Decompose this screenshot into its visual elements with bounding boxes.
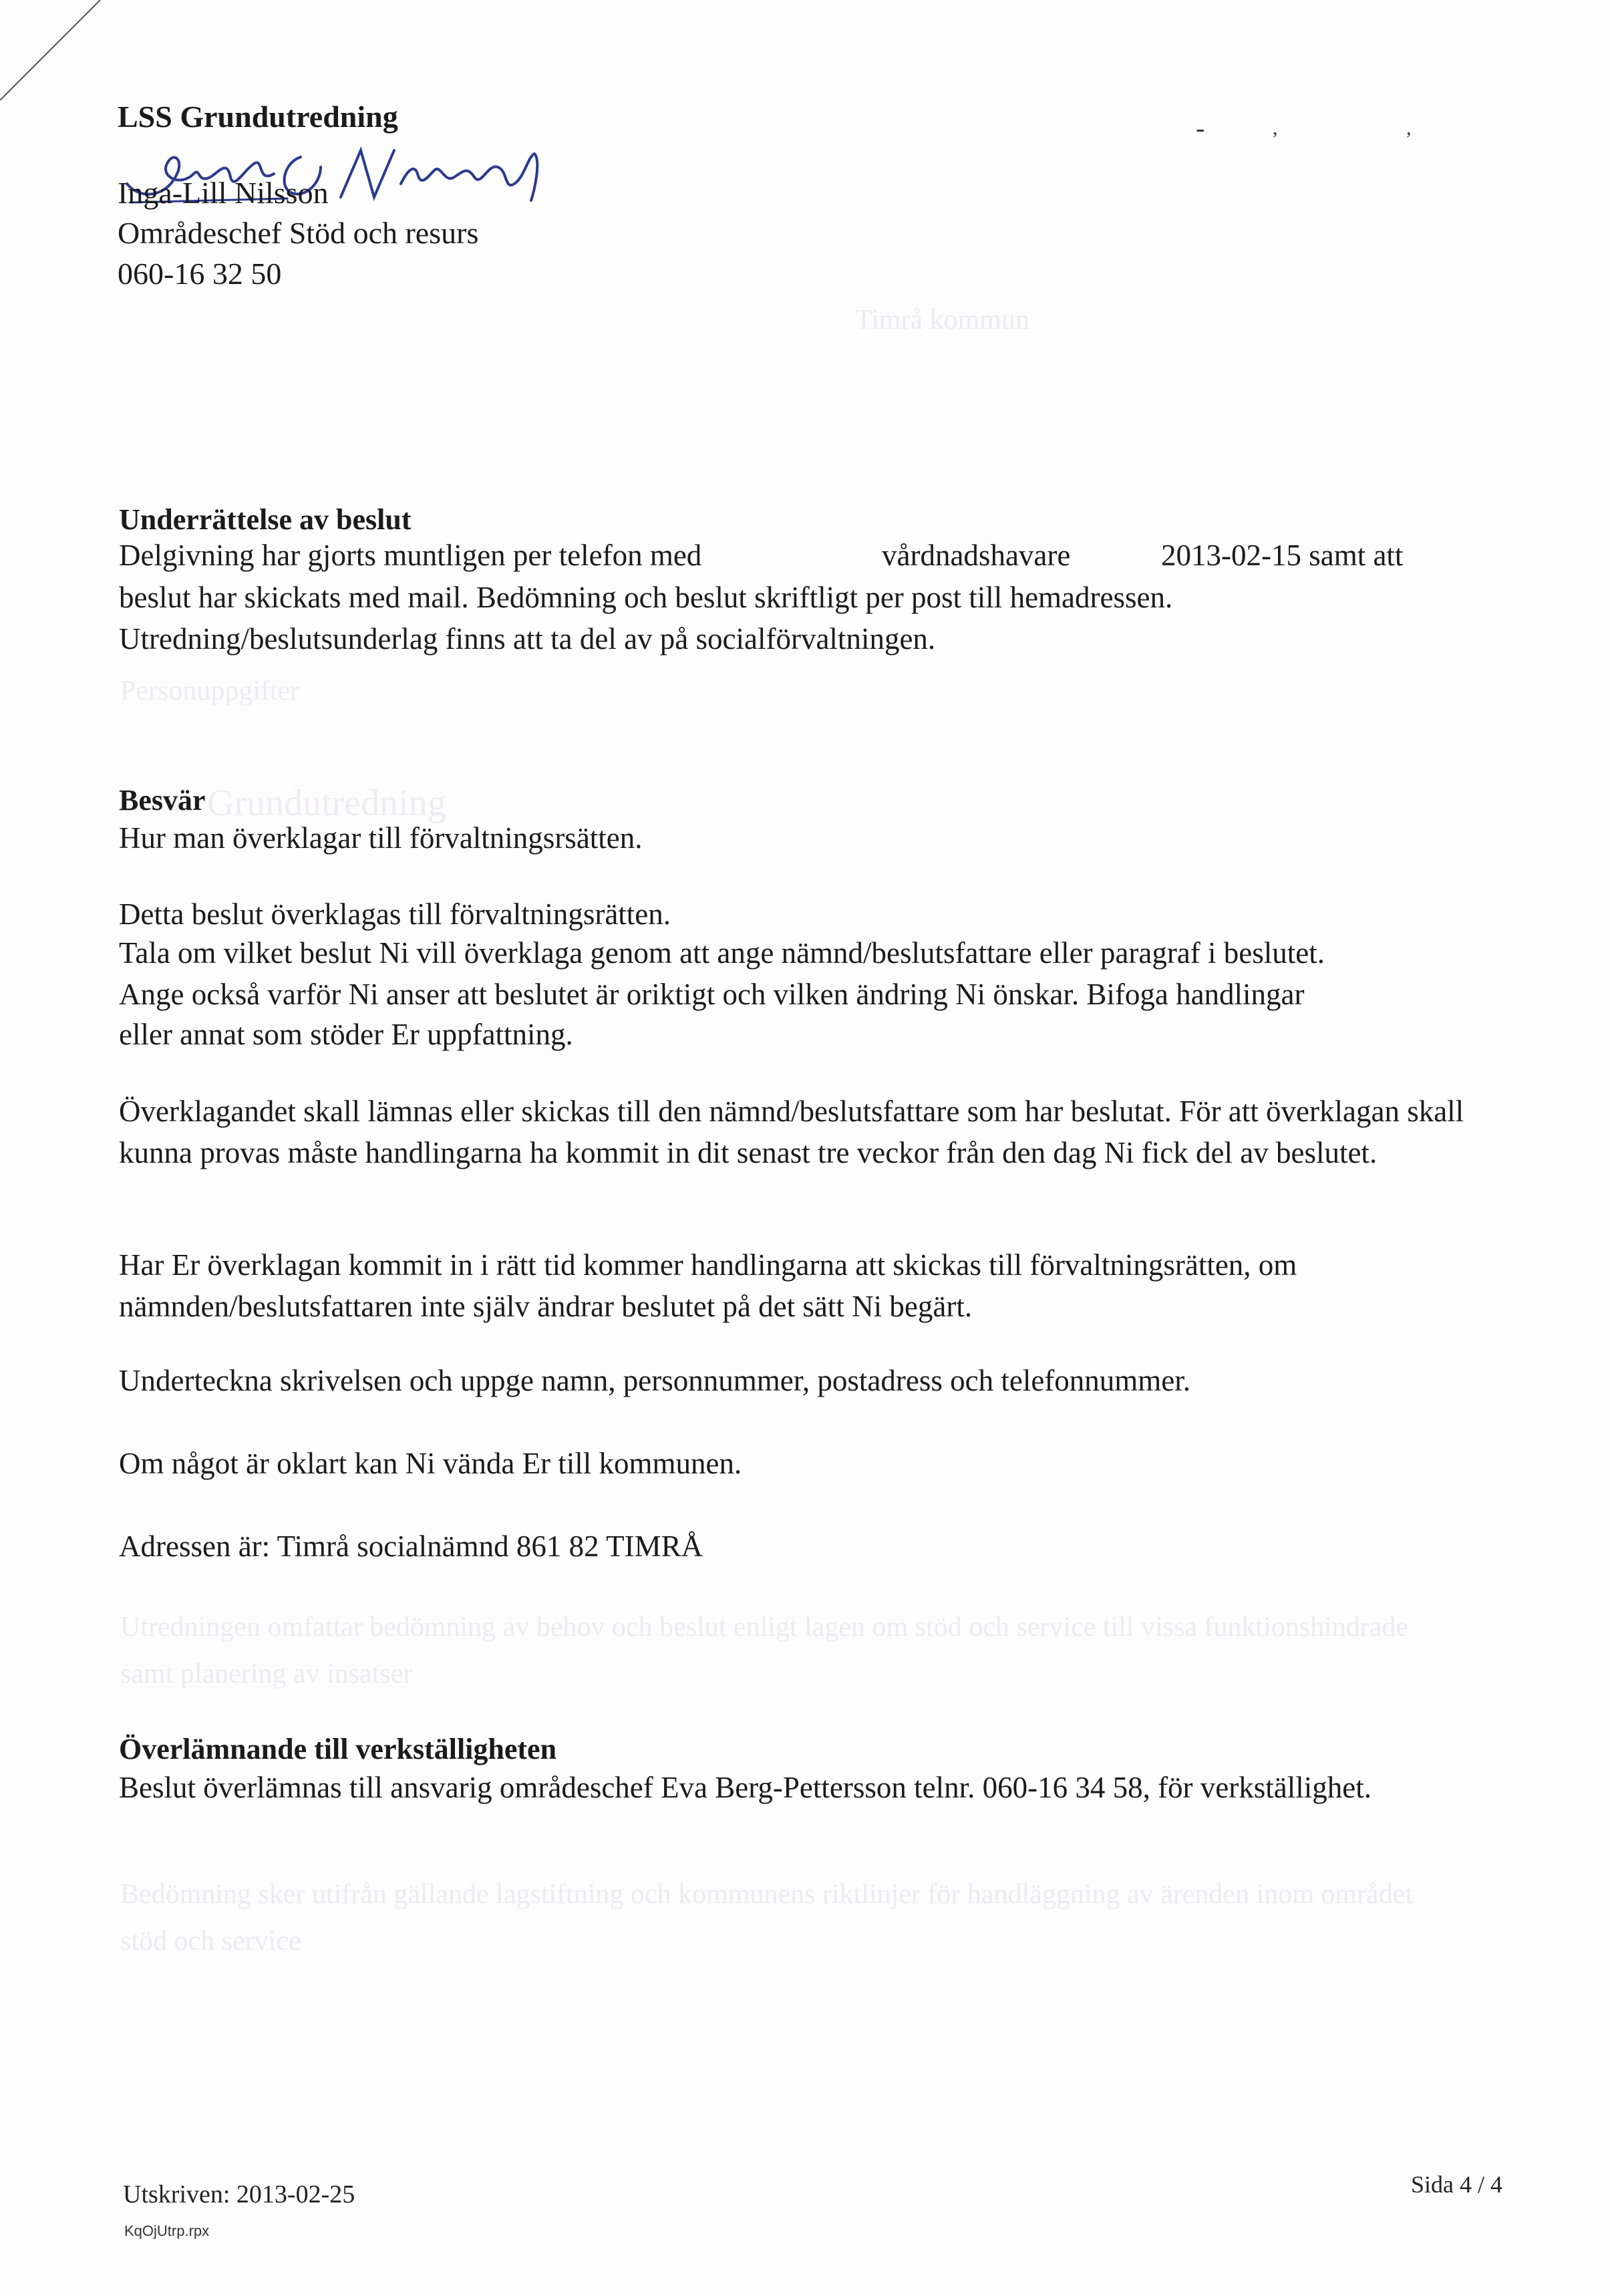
printed-date: Utskriven: 2013-02-25 <box>123 2180 355 2208</box>
bleed-through-text: Timrå kommun <box>855 305 1029 335</box>
appeal-para1-line4: eller annat som stöder Er uppfattning. <box>119 1018 573 1051</box>
page-number: Sida 4 / 4 <box>1411 2171 1503 2198</box>
notification-line-1c: 2013-02-15 samt att <box>1161 539 1404 572</box>
appeal-para6: Adressen är: Timrå socialnämnd 861 82 TIMRÅ <box>119 1530 703 1563</box>
corner-line-mark <box>0 0 134 134</box>
appeal-para4: Underteckna skrivelsen och uppge namn, personnummer, postadress och telefonnummer. <box>119 1364 1191 1397</box>
bleed-through-text: Utredningen omfattar bedömning av behov och beslut enligt lagen om stöd och service till vissa funktionshindrade samt planering av insatser <box>120 1612 1409 1689</box>
contact-phone: 060-16 32 50 <box>118 257 282 291</box>
appeal-para2-text: Överklagandet skall lämnas eller skickas till den nämnd/beslutsfattare som har beslutat. För att överklagan skall kunna provas måste handlingarna ha kommit in dit senast tre veckor från den dag Ni fick del av beslutet. <box>119 1095 1464 1169</box>
notification-heading: Underrättelse av beslut <box>119 503 412 536</box>
appeal-para5: Om något är oklart kan Ni vända Er till kommunen. <box>119 1447 742 1480</box>
handover-heading: Överlämnande till verkställigheten <box>119 1733 557 1765</box>
template-filename: KqOjUtrp.rpx <box>124 2222 210 2239</box>
appeal-para1-line3: Ange också varför Ni anser att beslutet är oriktigt och vilken ändring Ni önskar. Bifoga handlingar <box>119 978 1305 1011</box>
appeal-para3-text: Har Er överklagan kommit in i rätt tid kommer handlingarna att skickas till förvaltningsrätten, om nämnden/beslutsfattaren inte själv ändrar beslutet på det sätt Ni begärt. <box>119 1248 1297 1323</box>
notification-line-2: beslut har skickats med mail. Bedömning och beslut skriftligt per post till hemadressen. <box>119 581 1173 614</box>
appeal-para1-line2: Tala om vilket beslut Ni vill överklaga genom att ange nämnd/beslutsfattare eller paragraf i beslutet. <box>119 936 1325 970</box>
bleed-through-text: Personuppgifter <box>120 676 300 706</box>
notification-line-1b: vårdnadshavare <box>882 539 1071 572</box>
notification-line-3: Utredning/beslutsunderlag finns att ta del av på socialförvaltningen. <box>119 622 936 656</box>
contact-name: Inga-Lill Nilsson <box>118 176 329 210</box>
document-title: LSS Grundutredning <box>118 100 398 134</box>
margin-mark: , <box>1406 117 1412 139</box>
bleed-through-text: Grundutredning <box>207 782 446 824</box>
appeal-heading: Besvär <box>119 784 206 817</box>
margin-mark: - <box>1196 113 1205 143</box>
notification-line-1a: Delgivning har gjorts muntligen per telefon med <box>119 539 702 572</box>
contact-role: Områdeschef Stöd och resurs <box>118 216 479 250</box>
handover-text: Beslut överlämnas till ansvarig områdeschef Eva Berg-Pettersson telnr. 060-16 34 58, för verkställighet. <box>119 1771 1372 1804</box>
handover-paragraph <box>119 1767 1408 1808</box>
appeal-para1-line1: Detta beslut överklagas till förvaltningsrätten. <box>119 897 671 931</box>
appeal-para2 <box>119 1091 1482 1173</box>
appeal-para3 <box>119 1244 1455 1327</box>
appeal-subtitle: Hur man överklagar till förvaltningsrsätten. <box>119 821 643 855</box>
margin-mark: , <box>1273 117 1278 139</box>
bleed-through-text: Bedömning sker utifrån gällande lagstiftning och kommunens riktlinjer för handläggning av ärenden inom området stöd och service <box>120 1879 1414 1957</box>
